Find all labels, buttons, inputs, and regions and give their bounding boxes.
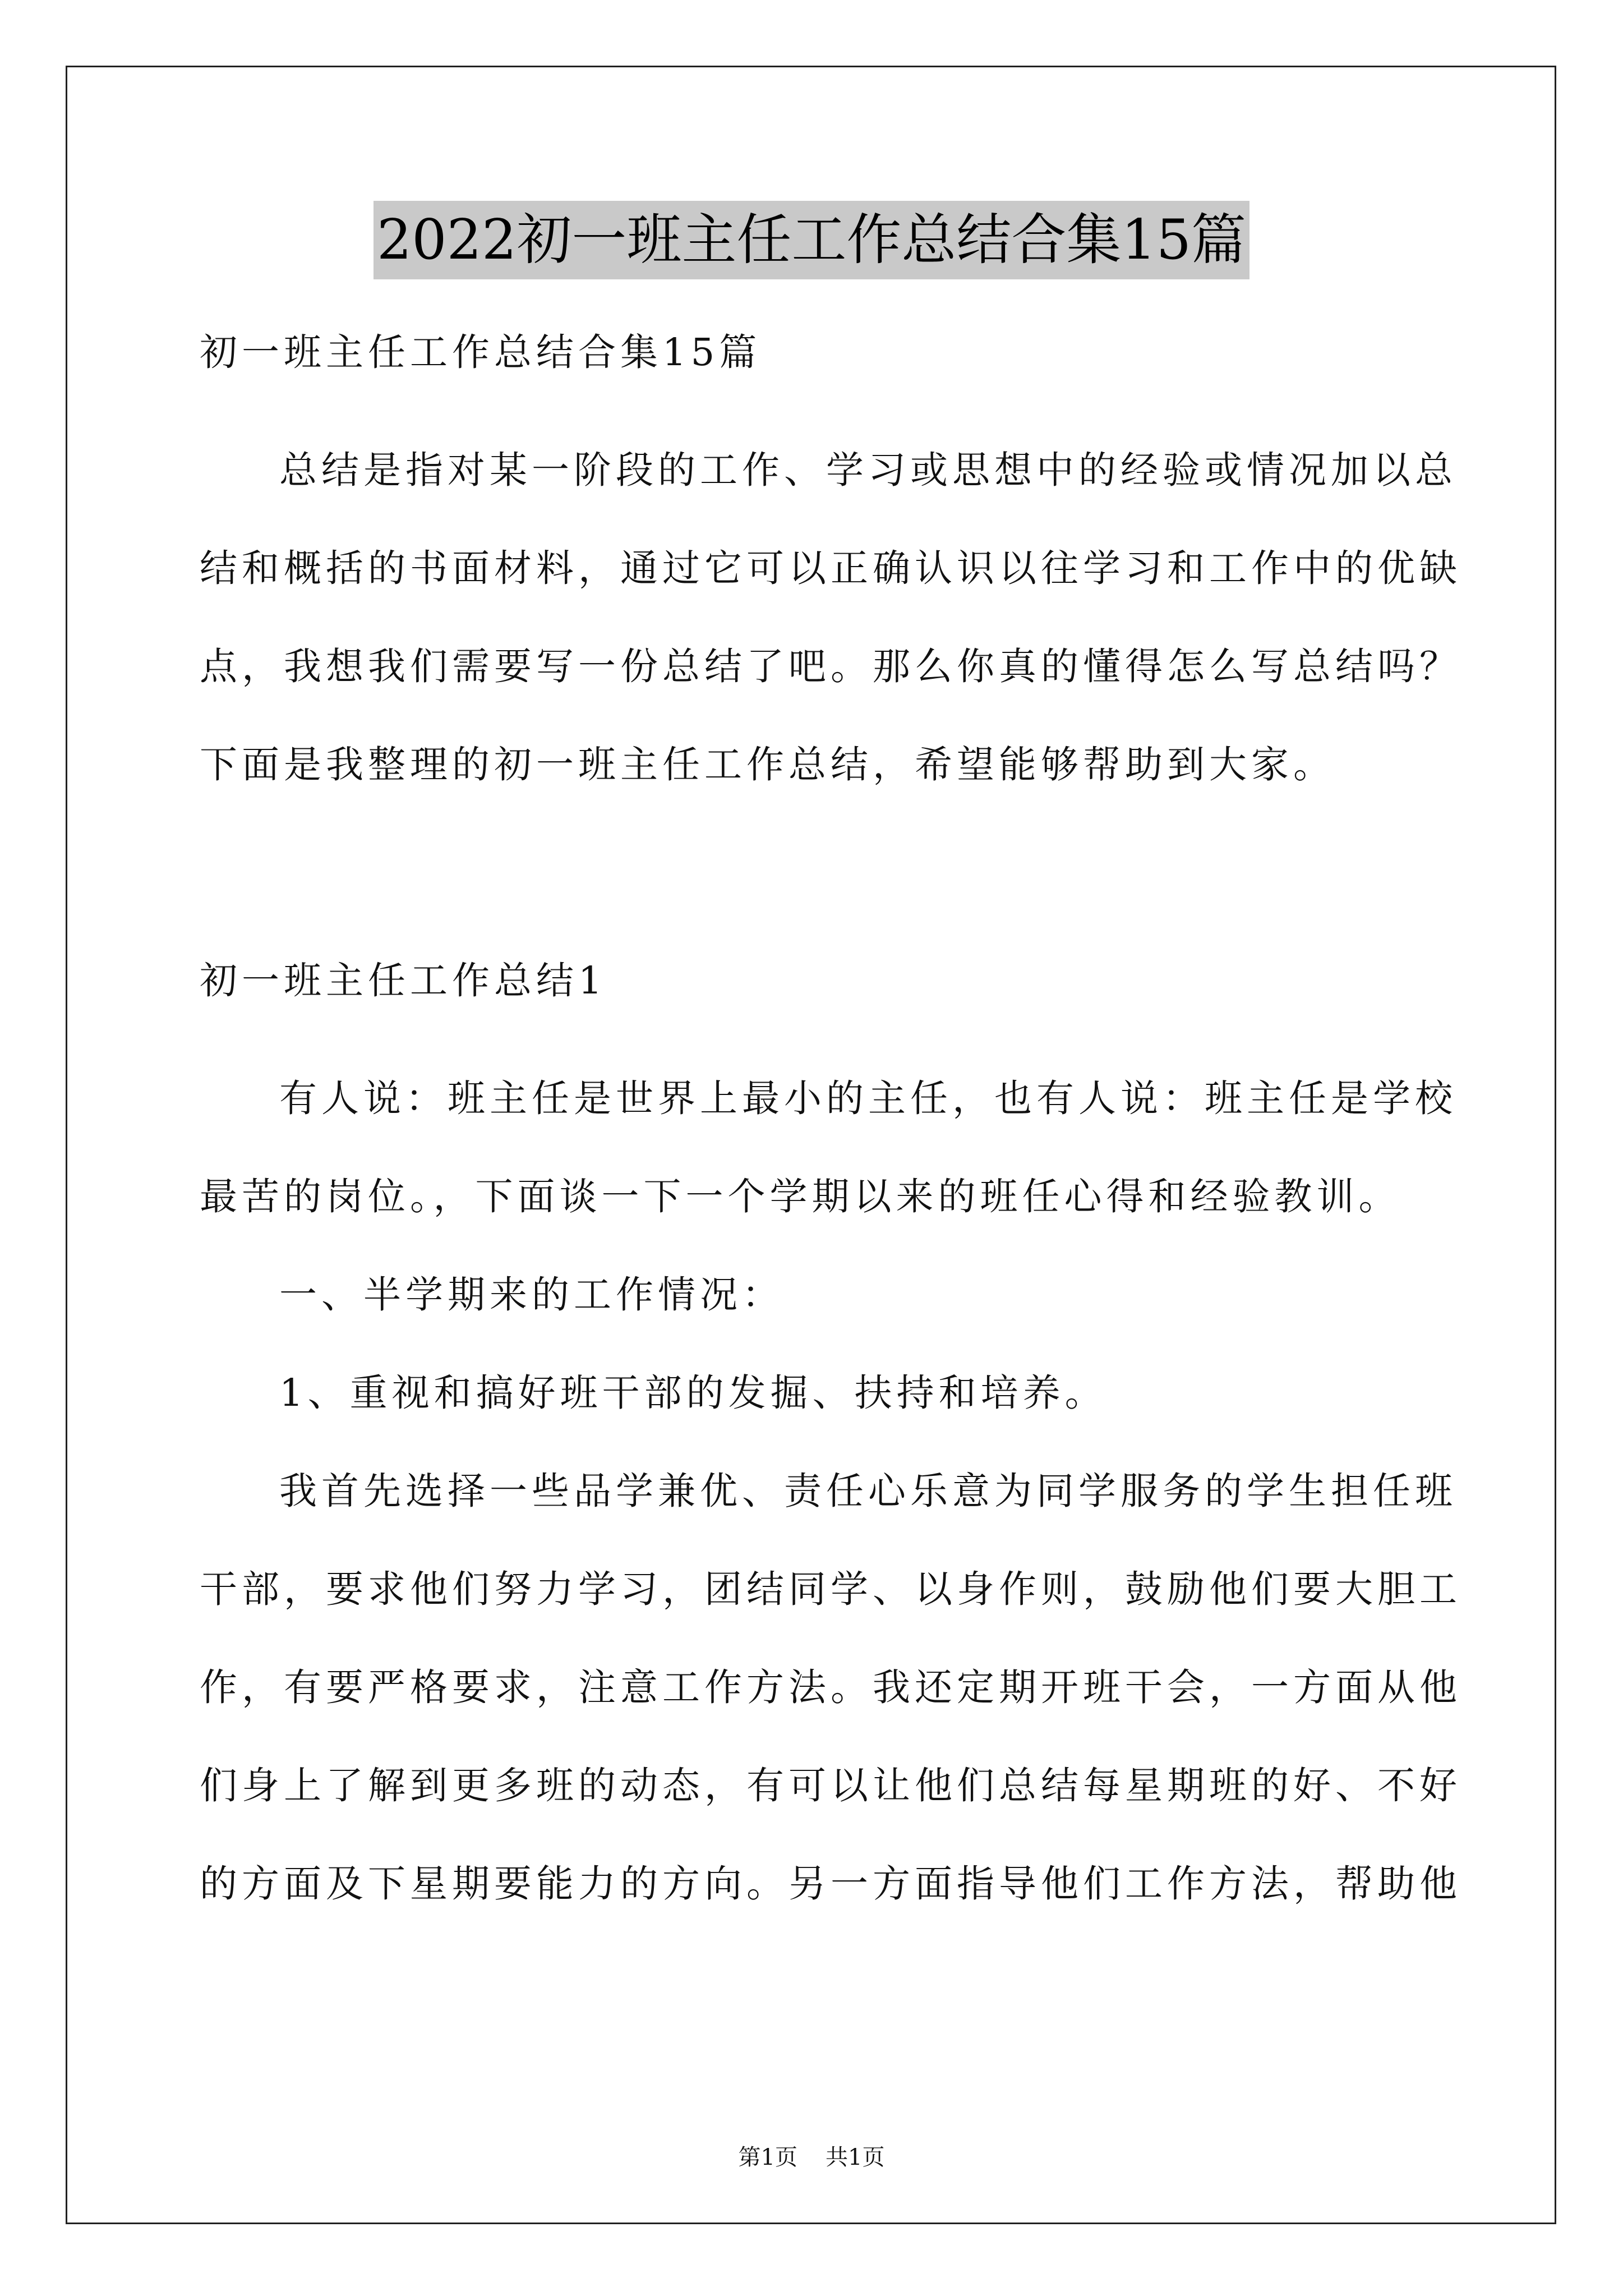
paragraph-line: 有人说：班主任是世界上最小的主任，也有人说：班主任是学校 bbox=[279, 1076, 1457, 1120]
paragraph-line: 我首先选择一些品学兼优、责任心乐意为同学服务的学生担任班 bbox=[279, 1469, 1457, 1513]
paragraph-line: 1、重视和搞好班干部的发掘、扶持和培养。 bbox=[279, 1371, 1107, 1415]
paragraph-line: 干部，要求他们努力学习，团结同学、以身作则，鼓励他们要大胆工 bbox=[200, 1567, 1461, 1611]
paragraph-line: 总结是指对某一阶段的工作、学习或思想中的经验或情况加以总 bbox=[279, 448, 1457, 492]
section-heading: 初一班主任工作总结合集15篇 bbox=[200, 330, 762, 374]
page-footer bbox=[0, 2142, 1623, 2173]
paragraph-line: 点，我想我们需要写一份总结了吧。那么你真的懂得怎么写总结吗？ bbox=[200, 645, 1461, 688]
paragraph-line: 一、半学期来的工作情况： bbox=[279, 1273, 784, 1317]
paragraph-line: 结和概括的书面材料，通过它可以正确认识以往学习和工作中的优缺 bbox=[200, 546, 1461, 590]
paragraph-line: 下面是我整理的初一班主任工作总结，希望能够帮助到大家。 bbox=[200, 743, 1335, 786]
paragraph-line: 的方面及下星期要能力的方向。另一方面指导他们工作方法，帮助他 bbox=[200, 1862, 1461, 1906]
paragraph-line: 作，有要严格要求，注意工作方法。我还定期开班干会，一方面从他 bbox=[200, 1665, 1461, 1709]
document-title: 2022初一班主任工作总结合集15篇 bbox=[374, 201, 1249, 279]
paragraph-line: 最苦的岗位。，下面谈一下一个学期以来的班任心得和经验教训。 bbox=[200, 1175, 1401, 1218]
title-container bbox=[0, 201, 1623, 279]
section-heading: 初一班主任工作总结1 bbox=[200, 959, 607, 1002]
paragraph-line: 们身上了解到更多班的动态，有可以让他们总结每星期班的好、不好 bbox=[200, 1764, 1461, 1807]
page-total: 共1页 bbox=[826, 2145, 885, 2170]
page-number: 第1页 bbox=[738, 2145, 797, 2170]
